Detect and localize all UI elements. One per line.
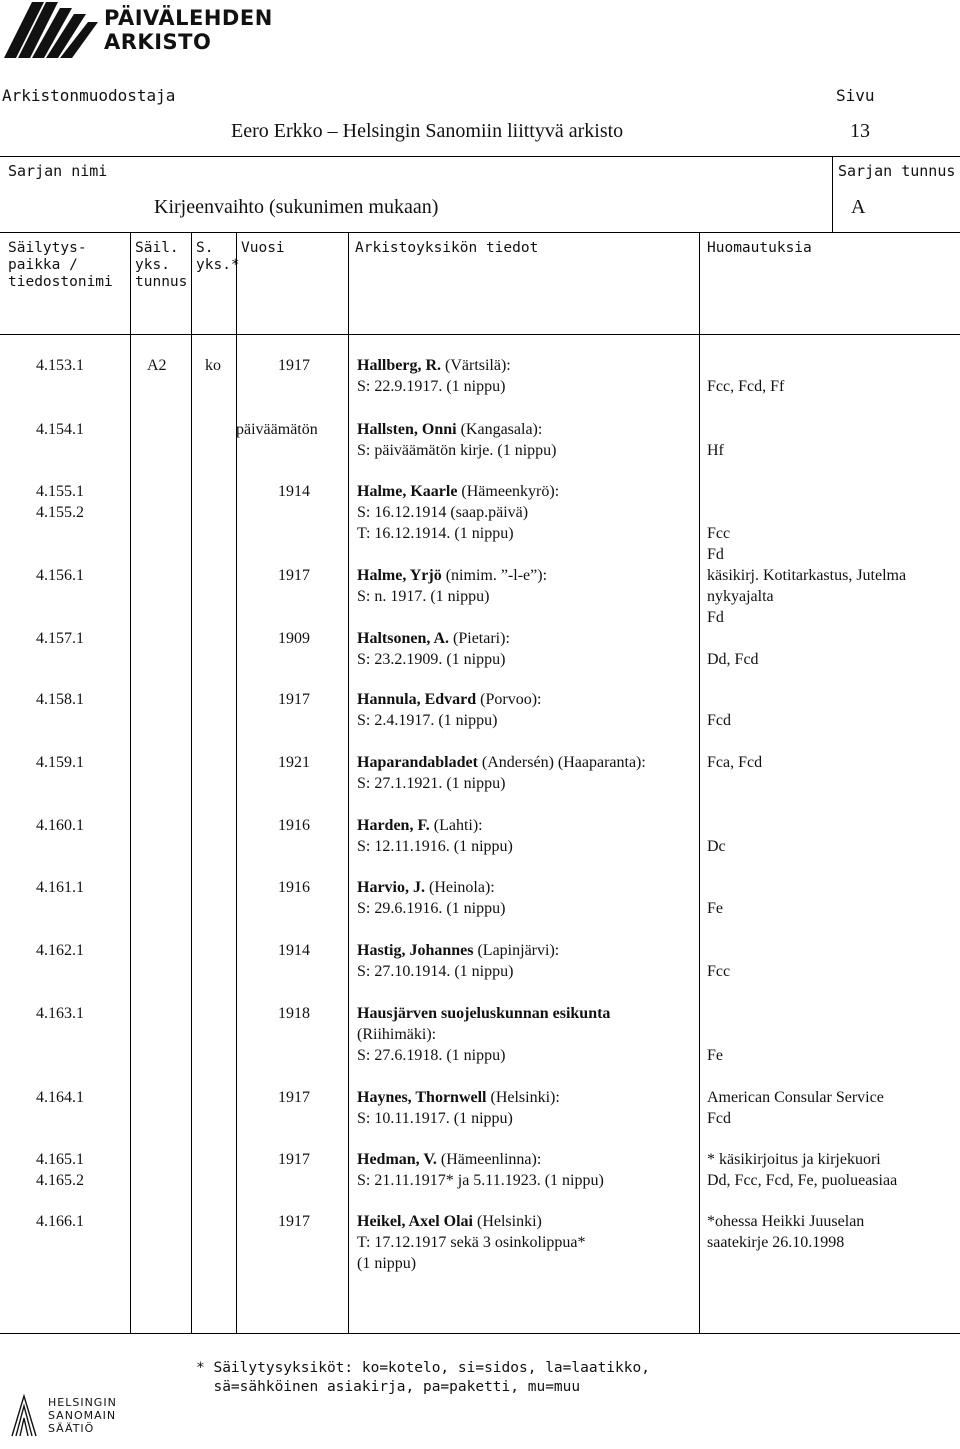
info-text: T: 17.12.1917 sekä 3 osinkolippua* [357,1234,586,1251]
column-header-line: yks. [135,257,170,273]
note-value: Dc [707,838,726,855]
info-text: (Hämeenkyrö): [457,483,560,500]
series-id: A [851,196,866,218]
info-line [357,940,559,961]
info-line [357,1003,610,1024]
note-value [707,940,730,961]
notes-cell [707,1087,884,1129]
year-cell: 1917 [278,1089,310,1106]
info-line [357,481,559,502]
correspondent-name: Hallberg, R. [357,357,441,374]
location-cell [36,1003,84,1024]
divider [832,156,833,232]
note-value: American Consular Service [707,1089,884,1106]
info-line [357,355,511,376]
foundation-logo-line: SÄÄTIÖ [48,1422,95,1435]
info-cell [357,565,547,628]
note-value: Fe [707,900,723,917]
info-text: (Hämeenlinna): [436,1151,542,1168]
location-cell [36,628,84,649]
info-text: (Riihimäki): [357,1026,437,1043]
location-value: 4.153.1 [36,357,84,374]
info-line [357,1024,610,1045]
divider [130,232,131,1333]
column-header-location [8,240,113,291]
info-line [357,376,511,397]
note-value [707,481,730,502]
info-line [357,710,541,731]
info-text: (Helsinki): [486,1089,560,1106]
notes-cell [707,689,731,731]
series-id-label: Sarjan tunnus [838,162,956,180]
info-text: S: 29.6.1916. (1 nippu) [357,900,506,917]
location-value: 4.156.1 [36,567,84,584]
year-cell: päiväämätön [236,421,318,438]
info-text: (Pietari): [449,630,510,647]
correspondent-name: Haynes, Thornwell [357,1089,487,1106]
notes-cell [707,1211,864,1274]
info-text: T: 16.12.1914. (1 nippu) [357,525,514,542]
location-value: 4.165.2 [36,1172,84,1189]
correspondent-name: Hedman, V. [357,1151,437,1168]
info-line [357,523,559,544]
archive-logo-icon [0,0,100,60]
notes-cell [707,1149,897,1191]
info-line [357,419,557,440]
location-value: 4.158.1 [36,691,84,708]
year-cell: 1917 [278,1151,310,1168]
foundation-logo-text [48,1396,117,1435]
info-line [357,689,541,710]
info-text: (Lahti): [429,817,483,834]
year-cell: 1917 [278,567,310,584]
info-text: S: 27.1.1921. (1 nippu) [357,775,506,792]
column-header-line: Säil. [135,240,179,256]
info-cell [357,877,505,919]
info-text: (1 nippu) [357,1255,417,1272]
info-line [357,1253,586,1274]
year-cell: 1917 [278,691,310,708]
note-value [707,815,726,836]
info-line [357,502,559,523]
paivalehden-arkisto-logo [0,0,273,60]
location-cell [36,1211,84,1232]
notes-cell [707,752,762,794]
info-cell [357,1211,586,1274]
divider [0,1333,960,1334]
notes-cell [707,565,906,628]
location-cell [36,1087,84,1108]
info-line [357,1211,586,1232]
helsingin-sanomain-saatio-logo [8,1388,148,1448]
location-cell [36,877,84,898]
divider [191,232,192,1333]
creator-label: Arkistonmuodostaja [2,86,176,105]
info-line [357,773,646,794]
notes-cell [707,815,726,857]
info-line [357,836,513,857]
note-value [707,689,731,710]
info-line [357,1170,604,1191]
info-line [357,898,505,919]
info-line [357,565,547,586]
info-line [357,877,505,898]
info-line [357,586,547,607]
year-cell: 1921 [278,754,310,771]
column-header-info: Arkistoyksikön tiedot [355,240,539,256]
location-value: 4.159.1 [36,754,84,771]
note-value: * käsikirjoitus ja kirjekuori [707,1151,881,1168]
info-text: (Kangasala): [456,421,543,438]
info-line [357,1108,560,1129]
note-value [707,1024,723,1045]
note-value [707,502,730,523]
notes-cell [707,940,730,982]
footnote-line: sä=sähköinen asiakirja, pa=paketti, mu=muu [196,1379,581,1395]
note-value: Fd [707,609,724,626]
correspondent-name: Harden, F. [357,817,430,834]
divider [0,232,960,233]
column-header-line: Säilytys- [8,240,87,256]
note-value: Fd [707,546,724,563]
location-value: 4.162.1 [36,942,84,959]
info-line [357,628,510,649]
year-cell: 1916 [278,879,310,896]
foundation-logo-icon [8,1392,42,1440]
page-number: 13 [850,120,870,142]
info-text: (nimim. ”-l-e”): [441,567,548,584]
location-cell [36,565,84,586]
note-value: *ohessa Heikki Juuselan [707,1213,865,1230]
info-line [357,544,559,565]
year-cell: 1914 [278,483,310,500]
info-text: S: 22.9.1917. (1 nippu) [357,378,506,395]
info-text: S: 12.11.1916. (1 nippu) [357,838,513,855]
column-header-line: tiedostonimi [8,274,113,290]
info-text: (Helsinki) [473,1213,542,1230]
notes-cell [707,628,759,670]
column-header-unit-id [135,240,187,291]
info-line [357,607,547,628]
location-value: 4.154.1 [36,421,84,438]
note-value: Dd, Fcd [707,651,759,668]
notes-cell [707,1003,723,1066]
column-header-unit-type [196,240,240,274]
info-text: S: 23.2.1909. (1 nippu) [357,651,506,668]
info-line [357,1232,586,1253]
info-line [357,815,513,836]
series-name: Kirjeenvaihto (sukunimen mukaan) [154,196,439,218]
notes-cell [707,419,724,461]
location-cell [36,689,84,710]
location-cell [36,1149,84,1191]
location-cell [36,752,84,773]
info-text: S: n. 1917. (1 nippu) [357,588,490,605]
year-cell: 1917 [278,357,310,374]
column-header-line: tunnus [135,274,188,290]
notes-cell [707,877,723,919]
creator-name: Eero Erkko – Helsingin Sanomiin liittyvä arkisto [231,120,624,142]
info-text: S: 2.4.1917. (1 nippu) [357,712,498,729]
logo-line-2: ARKISTO [104,30,212,54]
page-label: Sivu [836,86,875,105]
info-cell [357,481,559,565]
info-line [357,1045,610,1066]
info-line [357,1149,604,1170]
year-cell: 1918 [278,1005,310,1022]
divider [0,334,960,335]
notes-cell [707,355,784,397]
note-value: saatekirje 26.10.1998 [707,1234,845,1251]
info-text: (Heinola): [425,879,495,896]
note-value: nykyajalta [707,588,774,605]
location-value: 4.161.1 [36,879,84,896]
footnote-line: * Säilytysyksiköt: ko=kotelo, si=sidos, la=laatikko, [196,1360,650,1376]
note-value: Fcc, Fcd, Ff [707,378,785,395]
location-value: 4.166.1 [36,1213,84,1230]
note-value [707,355,784,376]
info-cell [357,940,559,982]
location-cell [36,940,84,961]
info-text: (Andersén) (Haaparanta): [477,754,646,771]
info-text: S: 16.12.1914 (saap.päivä) [357,504,529,521]
info-cell [357,1149,604,1191]
info-text: (Lapinjärvi): [473,942,560,959]
correspondent-name: Hausjärven suojeluskunnan esikunta [357,1005,611,1022]
unit-type-cell: ko [205,357,221,374]
info-text: S: 10.11.1917. (1 nippu) [357,1110,513,1127]
location-cell [36,355,84,376]
note-value: Fe [707,1047,723,1064]
info-cell [357,355,511,397]
info-line [357,1087,560,1108]
divider [0,156,960,157]
column-header-line: paikka / [8,257,78,273]
info-cell [357,752,646,794]
location-cell [36,419,84,440]
note-value: käsikirj. Kotitarkastus, Jutelma [707,567,907,584]
info-text: S: 27.10.1914. (1 nippu) [357,963,514,980]
correspondent-name: Halme, Kaarle [357,483,458,500]
info-text: S: 27.6.1918. (1 nippu) [357,1047,506,1064]
location-value: 4.165.1 [36,1151,84,1168]
note-value: Dd, Fcc, Fcd, Fe, puolueasiaa [707,1172,898,1189]
correspondent-name: Hannula, Edvard [357,691,477,708]
correspondent-name: Harvio, J. [357,879,425,896]
location-cell [36,815,84,836]
unit-id-cell: A2 [147,357,167,374]
divider [699,232,700,1333]
note-value [707,773,762,794]
note-value: Fcc [707,963,731,980]
column-header-line: yks.* [196,257,240,273]
info-text: S: 21.11.1917* ja 5.11.1923. (1 nippu) [357,1172,604,1189]
info-cell [357,815,513,857]
correspondent-name: Haparandabladet [357,754,478,771]
year-cell: 1914 [278,942,310,959]
info-line [357,649,510,670]
correspondent-name: Halme, Yrjö [357,567,442,584]
note-value: Fcc [707,525,731,542]
divider [348,232,349,1333]
series-name-label: Sarjan nimi [8,162,108,180]
info-line [357,440,557,461]
note-value: Hf [707,442,724,459]
note-value [707,877,723,898]
info-cell [357,628,510,670]
location-value: 4.160.1 [36,817,84,834]
logo-line-1: PÄIVÄLEHDEN [104,6,273,30]
info-cell [357,1087,560,1129]
note-value [707,419,724,440]
info-text: S: päiväämätön kirje. (1 nippu) [357,442,557,459]
note-value [707,1253,864,1274]
year-cell: 1917 [278,1213,310,1230]
location-value: 4.157.1 [36,630,84,647]
location-value: 4.163.1 [36,1005,84,1022]
year-cell: 1916 [278,817,310,834]
location-value: 4.155.2 [36,504,84,521]
correspondent-name: Heikel, Axel Olai [357,1213,473,1230]
correspondent-name: Hastig, Johannes [357,942,474,959]
note-value [707,628,759,649]
info-text: (Värtsilä): [441,357,511,374]
info-text: (Porvoo): [476,691,542,708]
note-value: Fca, Fcd [707,754,763,771]
info-line [357,961,559,982]
logo-text [104,6,273,54]
notes-cell [707,481,730,565]
info-cell [357,419,557,461]
foundation-logo-line: HELSINGIN [48,1396,117,1409]
column-header-year: Vuosi [241,240,285,256]
year-cell: 1909 [278,630,310,647]
correspondent-name: Hallsten, Onni [357,421,457,438]
location-value: 4.164.1 [36,1089,84,1106]
note-value: Fcd [707,1110,731,1127]
note-value: Fcd [707,712,731,729]
info-cell [357,689,541,731]
footnote [196,1359,650,1397]
location-value: 4.155.1 [36,483,84,500]
note-value [707,1003,723,1024]
location-cell [36,481,84,523]
info-cell [357,1003,610,1066]
info-line [357,752,646,773]
foundation-logo-line: SANOMAIN [48,1409,117,1422]
column-header-notes: Huomautuksia [707,240,812,256]
column-header-line: S. [196,240,214,256]
correspondent-name: Haltsonen, A. [357,630,450,647]
